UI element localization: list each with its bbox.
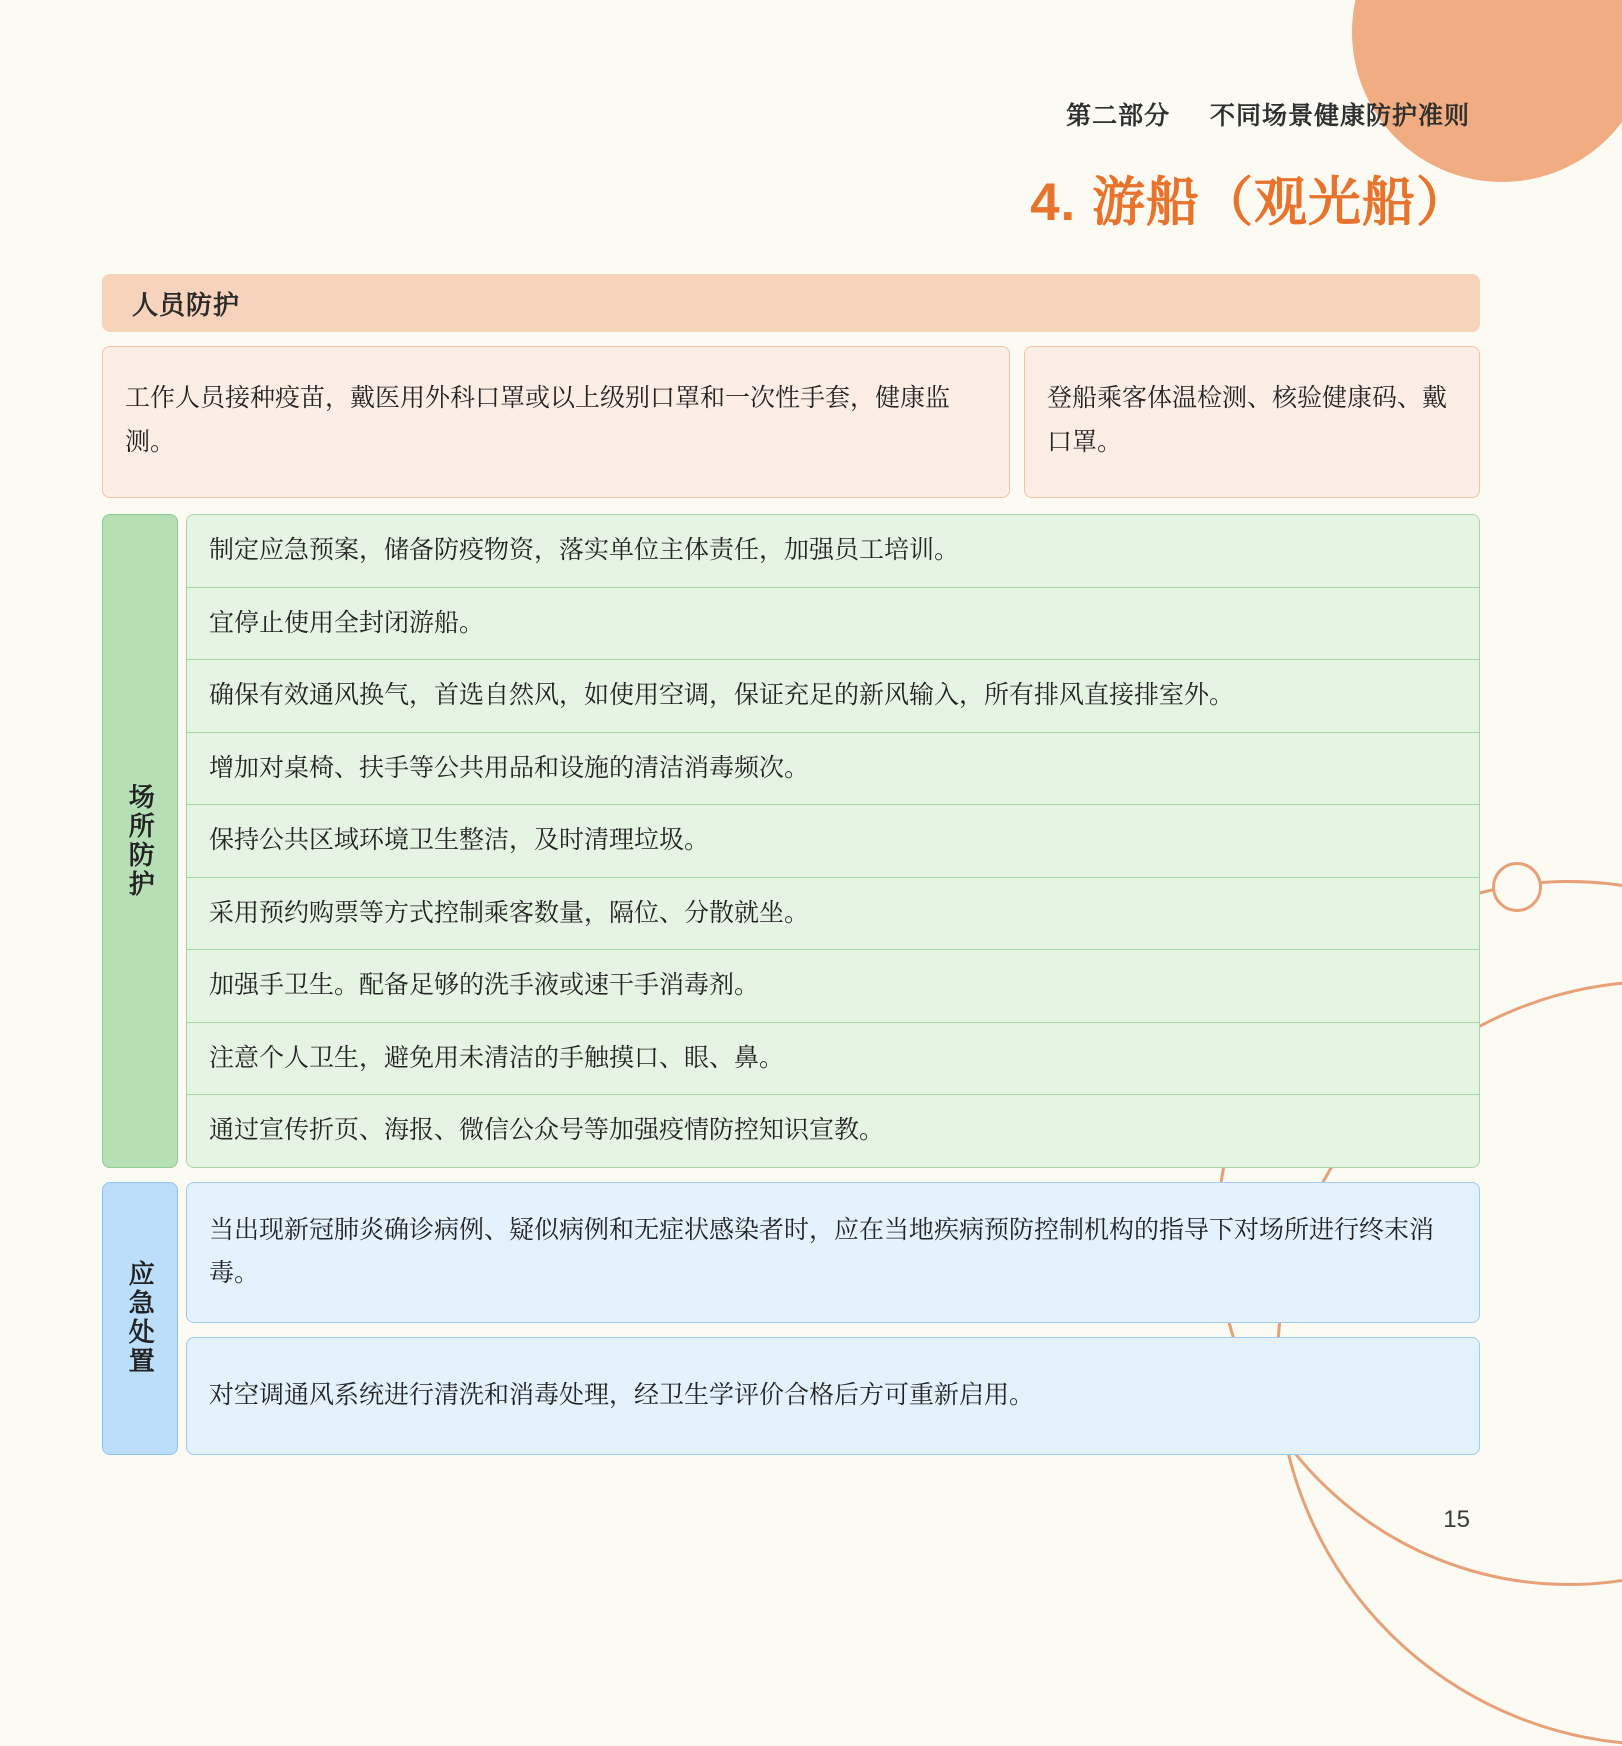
list-item: 增加对桌椅、扶手等公共用品和设施的清洁消毒频次。 [187,733,1479,806]
personal-protection-card-staff: 工作人员接种疫苗，戴医用外科口罩或以上级别口罩和一次性手套，健康监测。 [102,346,1010,498]
list-item: 注意个人卫生，避免用未清洁的手触摸口、眼、鼻。 [187,1023,1479,1096]
page-number: 15 [1443,1506,1470,1533]
decorative-ring-small [1492,862,1542,912]
emergency-response-label [102,1182,178,1456]
emergency-response-label-text: 应急处置 [125,1260,156,1377]
page-title: 4. 游船（观光船） [1030,173,1470,232]
section-topic-label: 不同场景健康防护准则 [1209,102,1470,130]
venue-protection-list [186,514,1480,1168]
list-item: 采用预约购票等方式控制乘客数量，隔位、分散就坐。 [187,878,1479,951]
content-area [102,274,1480,1455]
emergency-response-block [102,1182,1480,1456]
list-item: 加强手卫生。配备足够的洗手液或速干手消毒剂。 [187,950,1479,1023]
list-item: 宜停止使用全封闭游船。 [187,588,1479,661]
page-header [1030,96,1470,236]
list-item: 对空调通风系统进行清洗和消毒处理，经卫生学评价合格后方可重新启用。 [186,1337,1480,1455]
emergency-response-list [186,1182,1480,1456]
personal-protection-banner-label: 人员防护 [132,289,241,320]
list-item: 制定应急预案，储备防疫物资，落实单位主体责任，加强员工培训。 [187,515,1479,588]
personal-protection-card-passenger: 登船乘客体温检测、核验健康码、戴口罩。 [1024,346,1480,498]
venue-protection-label-text: 场所防护 [125,782,156,899]
list-item: 保持公共区域环境卫生整洁，及时清理垃圾。 [187,805,1479,878]
list-item: 确保有效通风换气，首选自然风，如使用空调，保证充足的新风输入，所有排风直接排室外。 [187,660,1479,733]
personal-protection-banner [102,274,1480,332]
list-item: 通过宣传折页、海报、微信公众号等加强疫情防控知识宣教。 [187,1095,1479,1167]
list-item: 当出现新冠肺炎确诊病例、疑似病例和无症状感染者时，应在当地疾病预防控制机构的指导下对场所进行终末消毒。 [186,1182,1480,1324]
section-part-label: 第二部分 [1066,102,1171,130]
venue-protection-block [102,514,1480,1168]
venue-protection-label [102,514,178,1168]
section-breadcrumb [1030,96,1470,132]
personal-protection-cards [102,346,1480,498]
